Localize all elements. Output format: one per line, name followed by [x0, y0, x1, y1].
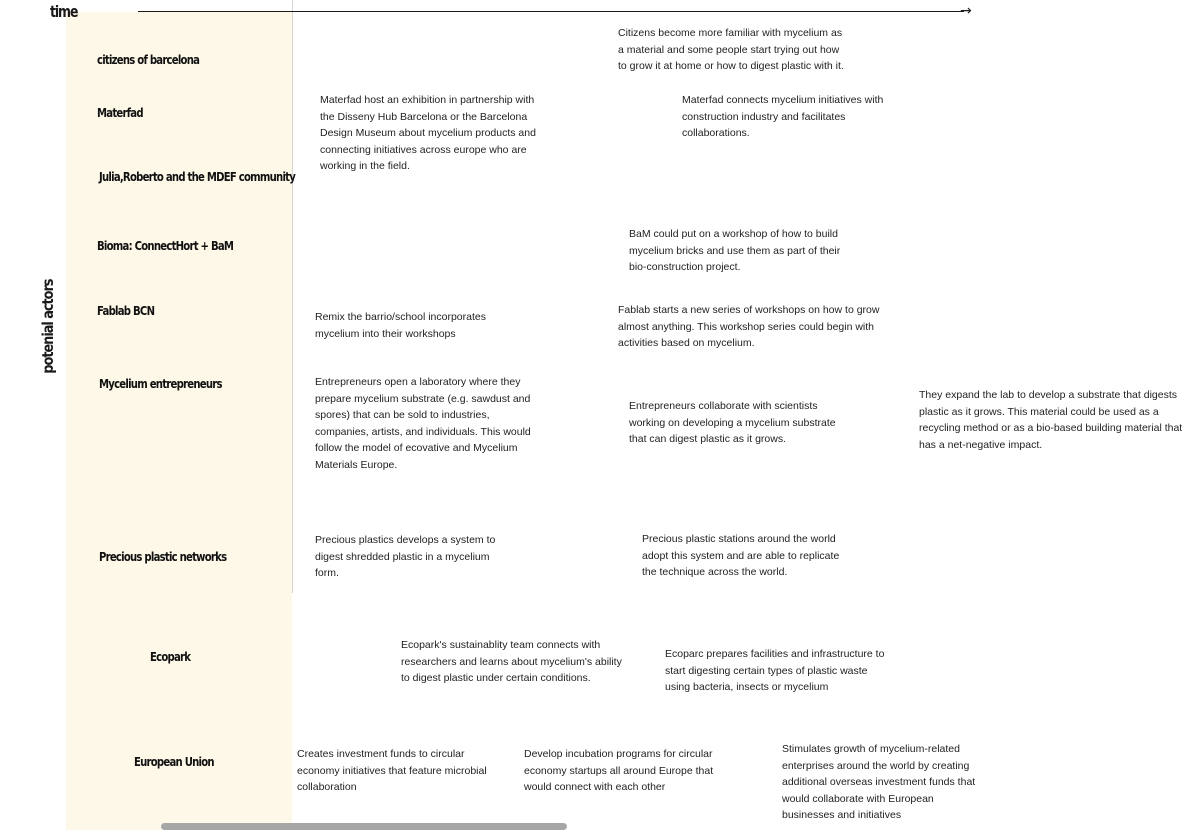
note-fablab-1: Remix the barrio/school incorporates mycelium into their workshops: [315, 311, 486, 340]
actor-materfad: Materfad: [97, 106, 143, 120]
note-precious-1: Precious plastics develops a system to digest shredded plastic in a mycelium form.: [315, 534, 496, 579]
note-entrepreneurs-3: They expand the lab to develop a substrate that digests plastic as it grows. This material could be used as a recycling method or as a bio-based building material that has a net-negative impact.: [919, 389, 1183, 451]
time-axis-line: [138, 11, 964, 12]
note-ecopark-1: Ecopark's sustainablity team connects with researchers and learns about mycelium's ability to digest plastic under certain conditions.: [401, 639, 622, 684]
note-bioma-1: BaM could put on a workshop of how to build mycelium bricks and use them as part of their bio-construction project.: [629, 228, 841, 273]
horizontal-scrollbar[interactable]: [161, 823, 567, 830]
actor-mdef-community: Julia,Roberto and the MDEF community: [99, 170, 296, 184]
note-materfad-1: Materfad host an exhibition in partnership with the Disseny Hub Barcelona or the Barcelona Design Museum about mycelium products and connecting initiatives across europe who are working in the field.: [320, 94, 536, 172]
note-ecopark-2: Ecoparc prepares facilities and infrastructure to start digesting certain types of plastic waste using bacteria, insects or mycelium: [665, 648, 885, 693]
note-eu-1: Creates investment funds to circular economy initiatives that feature microbial collaboration: [297, 748, 487, 793]
arrow-right-icon: →: [960, 3, 972, 19]
time-axis-label: time: [50, 2, 78, 21]
note-fablab-2: Fablab starts a new series of workshops on how to grow almost anything. This workshop series could begin with activities based on mycelium.: [618, 304, 880, 349]
actor-bioma: Bioma: ConnectHort + BaM: [97, 239, 234, 253]
note-entrepreneurs-1: Entrepreneurs open a laboratory where they prepare mycelium substrate (e.g. sawdust and spores) that can be sold to industries, companies, artists, and individuals. This would follow the model of ecovative and Mycelium Materials Europe.: [315, 376, 531, 471]
actor-mycelium-entrepreneurs: Mycelium entrepreneurs: [99, 377, 222, 391]
note-citizens-1: Citizens become more familiar with mycelium as a material and some people start trying out how to grow it at home or how to digest plastic with it.: [618, 27, 844, 72]
column-divider: [292, 0, 293, 593]
actor-column-band: [66, 12, 292, 830]
note-entrepreneurs-2: Entrepreneurs collaborate with scientists working on developing a mycelium substrate that can digest plastic as it grows.: [629, 400, 836, 445]
actor-fablab: Fablab BCN: [97, 304, 155, 318]
actor-citizens: citizens of barcelona: [97, 53, 200, 67]
actors-axis-label: potenial actors: [39, 279, 57, 374]
note-eu-3: Stimulates growth of mycelium-related enterprises around the world by creating additional overseas investment funds that would collaborate with European businesses and initiatives: [782, 743, 976, 821]
actor-european-union: European Union: [134, 755, 214, 769]
note-eu-2: Develop incubation programs for circular economy startups all around Europe that would connect with each other: [524, 748, 714, 793]
actor-precious-plastic: Precious plastic networks: [99, 550, 227, 564]
note-materfad-2: Materfad connects mycelium initiatives with construction industry and facilitates collaborations.: [682, 94, 884, 139]
note-precious-2: Precious plastic stations around the world adopt this system and are able to replicate the technique across the world.: [642, 533, 840, 578]
actor-ecopark: Ecopark: [150, 650, 191, 664]
